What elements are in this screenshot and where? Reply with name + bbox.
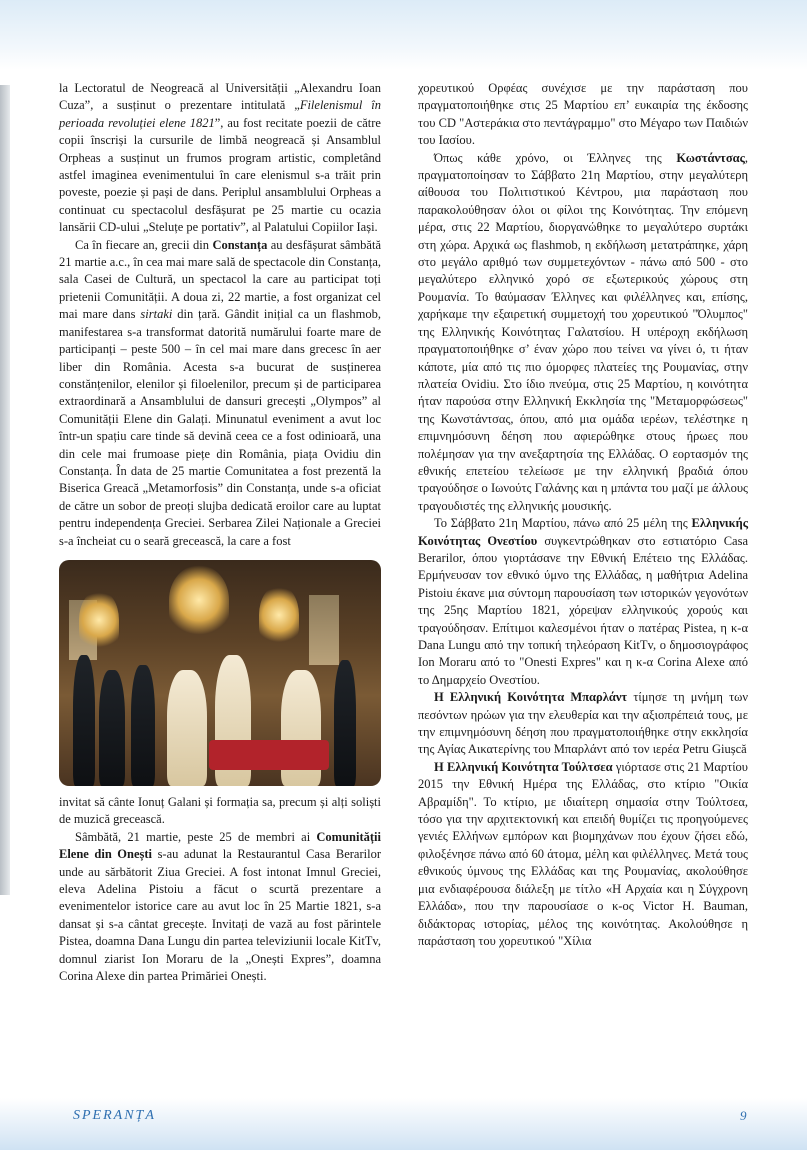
paragraph: Όπως κάθε χρόνο, οι Έλληνες της Κωστάντσας, πραγματοποίησαν το Σάββατο 21η Μαρτίου, στην μεγαλύτερη αίθουσα του Πολιτιστικού Κέντρου, μια παράσταση που παρακολούθησαν όλοι οι φίλοι της Κοινότητας. Την επόμενη μέρα, στις 22 Μαρτίου, διοργανώθηκε το μεγαλύτερο συρτάκι στη χώρα. Αρχικά ως flashmob, η εκδήλωση μετατράπηκε, χάρη στο μεγάλο αριθμό των συμμετεχόντων - πάνω από 500 - στο μεγαλύτερο ελληνικό χορό σε εξωτερικούς χώρους στη Ρουμανία. Το θαύμασαν Έλληνες και φιλέλληνες και, επίσης, χαρήκαμε την εξαιρετική συμμετοχή του χορευτικού "Όλυμπος" της Ελληνικής Κοινότητας Γαλατσίου. Η υπέροχη εκδήλωση πραγματοποιήθηκε σ’ έναν χώρο που τείνει να γίνει ό, τι ήταν κάποτε, μία από τις πιο όμορφες πλατείες της Ρουμανίας, στην πλατεία Ovidiu. Στο ίδιο πνεύμα, στις 25 Μαρτίου, η κοινότητα ήταν παρούσα στην Ελληνική Εκκλησία της "Μεταμορφώσεως" της Κωνστάντσας, όπου, από μια ομάδα ιερέων, τελέστηκε η επιμνημόσυνη δέηση που αφιερώθηκε στους ήρωες που πολέμησαν για την ανεξαρτησία της Ελλάδας. Ο εορτασμόν της εθνικής επετείου τελείωσε με την ελληνική βραδιά όπου τραγούδησε ο Ιωνούτς Γαλάνης και η μπάντα του μαζί με άλλους τραγουδιστές της ελληνικής μουσικής. — [418, 150, 748, 513]
page-number: 9 — [740, 1108, 747, 1123]
left-column — [59, 80, 381, 985]
side-accent-bar — [0, 85, 10, 895]
paragraph: Το Σάββατο 21η Μαρτίου, πάνω από 25 μέλη της Ελληνικής Κοινότητας Ονεστίου συγκεντρώθηκαν στο εστιατόριο Casa Berarilor, όπου γιορτάσανε την Εθνική Επέτειο της Ελλάδας. Ερμήνευσαν τον εθνικό ύμνο της Ελλάδας, η μαθήτρια Adelina Pistoiu έκανε μια σύντομη παρουσίαση των ιστορικών γεγονότων της 25ης Μαρτίου 1821, χόρεψαν ελληνικούς χορούς και τραγούδησαν. Επίτιμοι καλεσμένοι ήταν ο πατέρας Pistea, η κ-α Dana Lungu από την τοπική τηλεόραση KitTv, ο δημοσιογράφος Ion Moraru από το "Onesti Expres" και η κ-α Corina Alexe από το Δημαρχείο Ονεστίου. — [418, 516, 748, 687]
magazine-title: SPERANȚA — [73, 1108, 156, 1123]
paragraph: invitat să cânte Ionuț Galani și formația sa, precum și alți soliști de muzică grecească. — [59, 794, 381, 827]
church-service-photo — [59, 560, 381, 786]
header-band — [0, 0, 807, 70]
paragraph: Sâmbătă, 21 martie, peste 25 de membri ai Comunității Elene din Onești s-au adunat la Restaurantul Casa Berarilor unde au sărbătorit Ziua Greciei. A fost intonat Imnul Greciei, eleva Adelina Pistoiu a făcut o scurtă prezentare a evenimentelor istorice care au avut loc în 25 Martie 1821, s-a dansat și s-a cântat grecește. Invitați de vază au fost părintele Pistea, doamna Dana Lungu din partea televiziunii locale KitTv, domnul ziarist Ion Moraru de la „Onești Expres”, doamna Corina Alexe din partea Primăriei Onești. — [59, 829, 381, 984]
footer-band — [0, 1098, 807, 1150]
paragraph: χορευτικού Ορφέας συνέχισε με την παράσταση που πραγματοποιήθηκε στις 25 Μαρτίου επ’ ευκαιρία της έκδοσης του CD "Αστεράκια στο πεντάγραμμο" στο Μέγαρο των Παιδιών του Ιασίου. — [418, 81, 748, 148]
paragraph: la Lectoratul de Neogreacă al Universității „Alexandru Ioan Cuza”, a susținut o prezentare intitulată „Filelenismul în perioada revoluției elene 1821”, au fost recitate poezii de către copii înscriși la cursurile de limbă neogreacă și Ansamblul Orpheas a susținut un frumos program artistic, completând astfel imaginea evenimentului în care elenismul s-a trăit prin poveste, poezie și pași de dans. Periplul ansamblului Orpheas a continuat cu spectacolul desfășurat pe 25 martie cu ocazia lansării CD-ului „Steluțe pe portativ”, al Palatului Copiilor Iași. — [59, 81, 381, 235]
paragraph: Ca în fiecare an, grecii din Constanța au desfășurat sâmbătă 21 martie a.c., în cea mai mare sală de spectacole din Constanța, sala Casei de Cultură, un spectacol la care au participat toți prietenii Comunității. A doua zi, 22 martie, a fost organizat cel mai mare dans sirtaki din țară. Gândit inițial ca un flashmob, manifestarea s-a transformat datorită numărului foarte mare de participanți – peste 500 – în cel mai mare dans grecesc în aer liber din România. Acesta s-a bucurat de susținerea constănțenilor, elenilor și filoelenilor, precum și de participarea extraordinară a Ansamblului de dansuri grecești „Olympos” al Comunității Elene din Galați. Minunatul eveniment a avut loc într-un spațiu care tinde să devină ceea ce a fost odinioară, una din cele mai frumoase piețe din România, piața Ovidiu din Constanța. În data de 25 martie Comunitatea a fost prezentă la Biserica Greacă „Metamorfosis” din Constanța, unde s-a oficiat de către un sobor de preoți slujba dedicată eroilor care au luptat pentru independența Greciei. Serbarea Zilei Naționale a Greciei s-a încheiat cu o seară grecească, la care a fost — [59, 237, 381, 548]
paragraph: Η Ελληνική Κοινότητα Τούλτσεα γιόρτασε στις 21 Μαρτίου 2015 την Εθνική Ημέρα της Ελλάδας, στο κτίριο "Οικία Αβραμίδη". Το κτίριο, με ιδιαίτερη σημασία στην Τούλτσεα, τόσο για την αρχιτεκτονική και επειδή θυμίζει τις προηγούμενες γενιές Ελλήνων εμπόρων και βιομηχάνων που έχουν ζήσει εδώ, φιλοξένησε πάνω από 60 άτομα, μέλη και φιλέλληνες. Μετά τους εθνικούς ύμνους της Ελλάδας και της Ρουμανίας, ακολούθησε μια ενδιαφέρουσα διάλεξη με τίτλο «Η Αρχαία και η Σύγχρονη Ελλάδα», που την παρουσίασε ο κ-ος Victor H. Bauman, διδάκτορας ιστορίας, μέλος της κοινότητας. Ακολούθησε η παράσταση του χορευτικού "Χίλια — [418, 759, 748, 948]
paragraph: Η Ελληνική Κοινότητα Μπαρλάντ τίμησε τη μνήμη των πεσόντων ηρώων για την ελευθερία και την αξιοπρέπειά τους, με την επιμνημόσυνη δέηση που πραγματοποιήθηκε στην εκκλησία της Αγίας Αικατερίνης του Μπαρλάντ από τον ιερέα Petru Giușcă — [418, 690, 748, 757]
right-column — [418, 80, 748, 950]
